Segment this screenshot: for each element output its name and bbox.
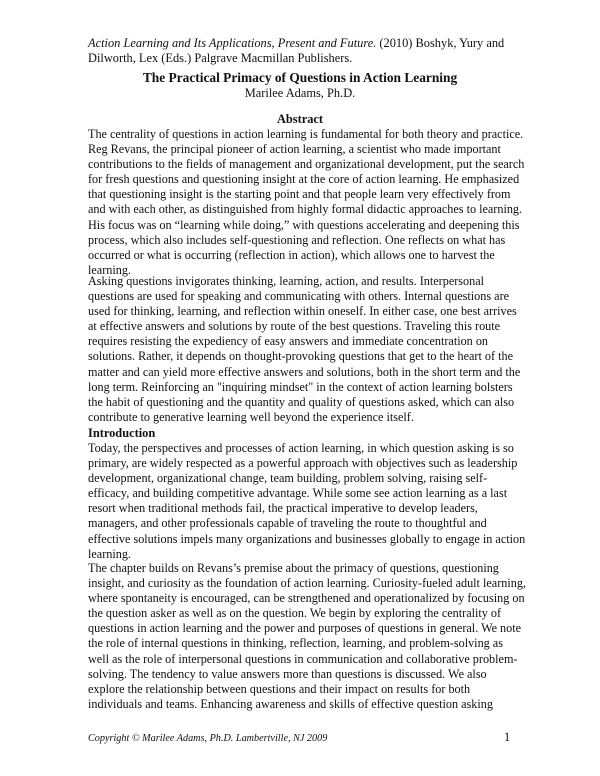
text-line: and with each other, as distinguished from highly formal didactic approaches to learning.: [88, 202, 523, 217]
text-line: questions are used for speaking and communicating with others. Internal questions are: [88, 289, 510, 304]
text-line: process, which also includes self-questioning and reflection. One reflects on what has: [88, 232, 506, 247]
page-number: 1: [504, 730, 511, 744]
text-line: solving. The tendency to value answers more than questions is discussed. We also: [88, 666, 487, 681]
text-line: the role of internal questions in thinking, reflection, learning, and problem-solving as: [88, 636, 503, 651]
text-line: The chapter builds on Revans’s premise about the primacy of questions, questioning: [88, 561, 499, 575]
introduction-heading: Introduction: [88, 426, 156, 440]
text-line: for fresh questions and questioning insight at the core of action learning. He emphasized: [88, 172, 520, 187]
author: Marilee Adams, Ph.D.: [244, 86, 356, 100]
citation-line-2: Dilworth, Lex (Eds.) Palgrave Macmillan Publishers.: [88, 51, 353, 65]
abstract-heading: Abstract: [276, 112, 324, 126]
paper-title: The Practical Primacy of Questions in Action Learning: [142, 70, 458, 85]
text-line: effective solutions impels many organizations and businesses globally to engage in action: [88, 531, 526, 546]
text-line: resort when traditional methods fail, the practical imperative to develop leaders,: [88, 501, 478, 516]
text-line: contribute to generative learning well beyond the experience itself.: [88, 409, 414, 424]
text-line: explore the relationship between questions and their impact on results for both: [88, 681, 471, 696]
text-line: the question asker as well as on the question. We begin by exploring the centrality of: [88, 606, 502, 621]
text-line: learning.: [88, 546, 131, 561]
text-line: requires resisting the expediency of easy answers and immediate concentration on: [88, 334, 489, 349]
text-line: the habit of questioning and the quantity and quality of questions asked, which can also: [88, 394, 515, 409]
text-line: managers, and other professionals capable of traveling the route to thoughtful and: [88, 516, 487, 531]
text-line: used for thinking, learning, and reflection within oneself. In either case, one best arrives: [88, 304, 517, 319]
text-line: long term. Reinforcing an "inquiring mindset" in the context of action learning bolsters: [88, 379, 513, 394]
introduction-paragraph-2: [88, 561, 526, 712]
copyright-footer: Copyright © Marilee Adams, Ph.D. Lambertville, NJ 2009: [88, 733, 328, 744]
citation-line-1: [88, 36, 508, 51]
text-line: contributions to the fields of management and organizational development, put the search: [88, 157, 525, 172]
text-line: His focus was on “learning while doing,” with questions accelerating and deepening this: [88, 217, 520, 232]
text-line: matter and can yield more effective answers and solutions, both in the short term and the: [88, 364, 521, 379]
text-line: at effective answers and solutions by route of the best questions. Traveling this route: [88, 319, 501, 334]
text-line: Reg Revans, the principal pioneer of action learning, a scientist who made important: [88, 142, 501, 157]
text-line: efficacy, and building competitive advantage. While some see action learning as a last: [88, 486, 508, 501]
text-line: learning.: [88, 262, 131, 277]
text-line: development, organizational change, team building, problem solving, raising self-: [88, 471, 488, 486]
text-line: that questioning insight is the starting point and that people learn very effectively from: [88, 187, 511, 202]
citation-line-1-rest: (2010) Boshyk, Yury and: [376, 36, 505, 50]
citation-book-title: Action Learning and Its Applications, Present and Future.: [88, 36, 377, 50]
introduction-paragraph-1: [88, 441, 526, 562]
text-line: solutions. Rather, it depends on thought-provoking questions that get to the heart of the: [88, 349, 513, 364]
text-line: primary, are widely respected as a powerful approach with objectives such as leadership: [88, 456, 518, 471]
text-line: occurred or what is occurring (reflection in action), which allows one to harvest the: [88, 247, 495, 262]
text-line: individuals and teams. Enhancing awareness and skills of effective question asking: [88, 696, 493, 711]
text-line: insight, and curiosity as the foundation of action learning. Curiosity-fueled adult learning,: [88, 576, 526, 591]
text-line: where spontaneity is encouraged, can be strengthened and operationalized by focusing on: [88, 591, 525, 606]
abstract-paragraph-1: [88, 127, 525, 278]
citation: [88, 36, 508, 66]
text-line: Today, the perspectives and processes of action learning, in which question asking is so: [88, 441, 514, 455]
text-line: Asking questions invigorates thinking, learning, action, and results. Interpersonal: [88, 274, 485, 288]
text-line: The centrality of questions in action learning is fundamental for both theory and practice.: [88, 127, 524, 141]
text-line: questions in action learning and the power and purposes of questions in general. We note: [88, 621, 522, 636]
abstract-paragraph-2: [88, 274, 521, 425]
text-line: well as the role of interpersonal questions in communication and collaborative problem-: [88, 651, 518, 666]
